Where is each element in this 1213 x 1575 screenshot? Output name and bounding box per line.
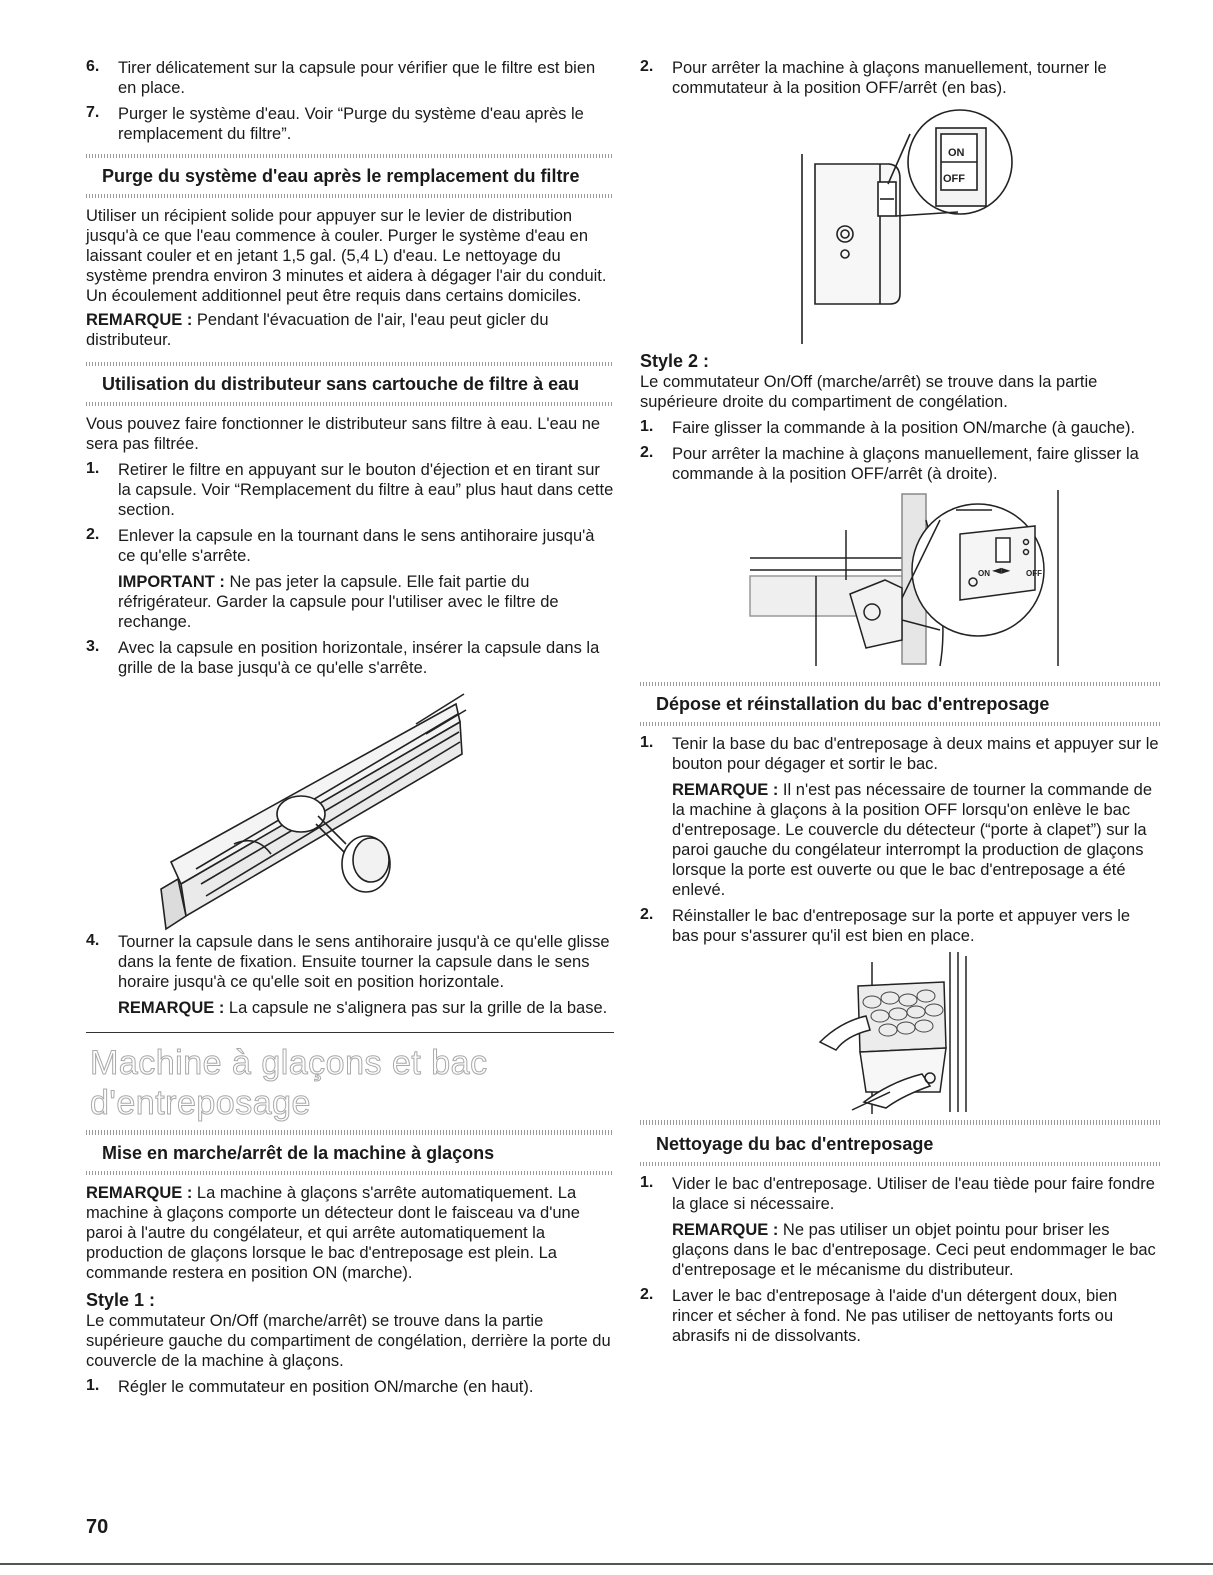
item-text: Tourner la capsule dans le sens antihoraire jusqu'à ce qu'elle glisse dans la fente de fixation. Ensuite tourner la capsule dans le sens horaire jusqu'à ce qu'elle soit en position horizontale. bbox=[118, 933, 610, 991]
section-rule bbox=[86, 1032, 614, 1033]
item-text: Vider le bac d'entreposage. Utiliser de l'eau tiède pour faire fondre la glace si nécessaire. bbox=[672, 1175, 1155, 1213]
note bbox=[672, 1220, 1160, 1280]
item-text: Purger le système d'eau. Voir “Purge du système d'eau après le remplacement du filtre”. bbox=[118, 105, 584, 143]
item-number: 3. bbox=[86, 638, 100, 655]
style1-switch-illustration bbox=[640, 104, 1160, 344]
divider bbox=[640, 1120, 1160, 1125]
ice-bin-illustration bbox=[640, 952, 1160, 1114]
slide-on-label: ON bbox=[978, 569, 990, 578]
list-item bbox=[86, 58, 614, 98]
paragraph: Le commutateur On/Off (marche/arrêt) se trouve dans la partie supérieure gauche du compartiment de congélation, derrière la porte du couvercle de la machine à glaçons. bbox=[86, 1312, 611, 1370]
list-item bbox=[640, 444, 1160, 484]
note bbox=[672, 780, 1160, 900]
divider bbox=[86, 1130, 614, 1135]
divider bbox=[86, 402, 614, 406]
item-text: Retirer le filtre en appuyant sur le bouton d'éjection et en tirant sur la capsule. Voir “Remplacement du filtre à eau” plus haut dans cette section. bbox=[118, 461, 614, 519]
item-number: 2. bbox=[640, 444, 654, 461]
item-number: 7. bbox=[86, 104, 100, 121]
list-item bbox=[640, 58, 1160, 98]
item-number: 1. bbox=[640, 734, 654, 751]
item-text: Pour arrêter la machine à glaçons manuellement, faire glisser la commande à la position OFF/arrêt (à droite). bbox=[672, 445, 1139, 483]
note-label: REMARQUE : bbox=[672, 781, 779, 799]
section-heading: Nettoyage du bac d'entreposage bbox=[656, 1134, 934, 1154]
list-item bbox=[86, 1377, 614, 1397]
note-label: REMARQUE : bbox=[86, 311, 193, 329]
item-text: Faire glisser la commande à la position ON/marche (à gauche). bbox=[672, 419, 1136, 437]
item-number: 2. bbox=[640, 1286, 654, 1303]
item-number: 4. bbox=[86, 932, 100, 949]
list-item bbox=[86, 638, 614, 678]
section-heading: Purge du système d'eau après le remplacement du filtre bbox=[102, 166, 580, 186]
section-heading: Utilisation du distributeur sans cartouche de filtre à eau bbox=[102, 374, 580, 394]
slide-off-label: OFF bbox=[1026, 569, 1042, 578]
list-item bbox=[86, 104, 614, 144]
note bbox=[86, 310, 614, 350]
list-item bbox=[86, 932, 614, 1018]
item-number: 1. bbox=[640, 418, 654, 435]
note-text: Ne pas utiliser un objet pointu pour briser les glaçons dans le bac d'entreposage. Ceci peut endommager le bac d'entreposage et le mécanisme du distributeur. bbox=[672, 1221, 1156, 1279]
item-number: 2. bbox=[640, 58, 654, 75]
divider bbox=[86, 154, 614, 158]
note bbox=[118, 998, 614, 1018]
note-text: La machine à glaçons s'arrête automatiquement. La machine à glaçons comporte un détecteur dont le faisceau va d'une paroi à l'autre du congélateur, et qui arrête automatiquement la production de glaçons lorsque le bac d'entreposage est plein. La commande restera en position ON (marche). bbox=[86, 1184, 580, 1282]
divider bbox=[86, 194, 614, 198]
item-number: 2. bbox=[640, 906, 654, 923]
style2-switch-illustration bbox=[640, 490, 1160, 676]
note-label: REMARQUE : bbox=[672, 1221, 779, 1239]
item-number: 6. bbox=[86, 58, 100, 75]
list-item bbox=[640, 906, 1160, 946]
item-number: 2. bbox=[86, 526, 100, 543]
capsule-illustration bbox=[86, 684, 614, 932]
left-column bbox=[86, 58, 614, 1403]
important-label: IMPORTANT : bbox=[118, 573, 225, 591]
note bbox=[86, 1183, 614, 1283]
style-heading: Style 1 : bbox=[86, 1290, 156, 1310]
footer-rule bbox=[0, 1563, 1213, 1565]
divider bbox=[86, 362, 614, 366]
list-item bbox=[640, 418, 1160, 438]
item-text: Réinstaller le bac d'entreposage sur la porte et appuyer vers le bas pour s'assurer qu'il est bien en place. bbox=[672, 907, 1131, 945]
section-title: Machine à glaçons et bac d'entreposage bbox=[90, 1044, 488, 1122]
arrow-icon: ◄► bbox=[992, 563, 1011, 577]
item-text: Régler le commutateur en position ON/marche (en haut). bbox=[118, 1378, 534, 1396]
item-number: 1. bbox=[640, 1174, 654, 1191]
divider bbox=[86, 1171, 614, 1175]
note-label: REMARQUE : bbox=[86, 1184, 193, 1202]
style-heading: Style 2 : bbox=[640, 351, 710, 371]
item-text: Tenir la base du bac d'entreposage à deux mains et appuyer sur le bouton pour dégager et sortir le bac. bbox=[672, 735, 1159, 773]
note-text: Il n'est pas nécessaire de tourner la commande de la machine à glaçons à la position OFF lorsqu'on enlève le bac d'entreposage. Le couvercle du détecteur (“porte à clapet”) sur la paroi gauche du congélateur interrompt la production de glaçons lorsque la porte est ouverte ou que le bac d'entreposage a été enlevé. bbox=[672, 781, 1153, 899]
list-item bbox=[86, 526, 614, 632]
item-number: 1. bbox=[86, 1377, 100, 1394]
important-text: Ne pas jeter la capsule. Elle fait partie du réfrigérateur. Garder la capsule pour l'utiliser avec le filtre de rechange. bbox=[118, 573, 559, 631]
paragraph: Vous pouvez faire fonctionner le distributeur sans filtre à eau. L'eau ne sera pas filtrée. bbox=[86, 415, 601, 453]
item-text: Avec la capsule en position horizontale, insérer la capsule dans la grille de la base jusqu'à ce qu'elle s'arrête. bbox=[118, 639, 600, 677]
paragraph: Le commutateur On/Off (marche/arrêt) se trouve dans la partie supérieure droite du compartiment de congélation. bbox=[640, 373, 1098, 411]
item-text: Enlever la capsule en la tournant dans le sens antihoraire jusqu'à ce qu'elle s'arrête. bbox=[118, 527, 595, 565]
note-label: REMARQUE : bbox=[118, 999, 225, 1017]
divider bbox=[640, 1162, 1160, 1166]
page-number: 70 bbox=[86, 1516, 109, 1538]
item-text: Tirer délicatement sur la capsule pour vérifier que le filtre est bien en place. bbox=[118, 59, 596, 97]
item-text: Laver le bac d'entreposage à l'aide d'un détergent doux, bien rincer et sécher à fond. Ne pas utiliser de nettoyants forts ou abrasifs ni de dissolvants. bbox=[672, 1287, 1118, 1345]
section-heading: Dépose et réinstallation du bac d'entreposage bbox=[656, 694, 1050, 714]
list-item bbox=[640, 1286, 1160, 1346]
note-text: La capsule ne s'alignera pas sur la grille de la base. bbox=[224, 999, 608, 1017]
list-item bbox=[86, 460, 614, 520]
paragraph: Utiliser un récipient solide pour appuyer sur le levier de distribution jusqu'à ce que l'eau commence à couler. Purger le système d'eau en laissant couler et en jetant 1,5 gal. (5,4 L) d'eau. Le nettoyage du système prendra environ 3 minutes et aidera à dégager l'air du conduit. Un écoulement additionnel peut être requis dans certains domiciles. bbox=[86, 207, 607, 305]
divider bbox=[640, 722, 1160, 726]
switch-on-label: ON bbox=[948, 147, 965, 159]
item-text: Pour arrêter la machine à glaçons manuellement, tourner le commutateur à la position OFF/arrêt (en bas). bbox=[672, 59, 1107, 97]
divider bbox=[640, 682, 1160, 686]
list-item bbox=[640, 734, 1160, 900]
item-number: 1. bbox=[86, 460, 100, 477]
important-note bbox=[118, 572, 614, 632]
note-text: Pendant l'évacuation de l'air, l'eau peut gicler du distributeur. bbox=[86, 311, 549, 349]
list-item bbox=[640, 1174, 1160, 1280]
section-heading: Mise en marche/arrêt de la machine à glaçons bbox=[102, 1143, 495, 1163]
switch-off-label: OFF bbox=[943, 173, 965, 185]
right-column bbox=[640, 58, 1160, 1352]
